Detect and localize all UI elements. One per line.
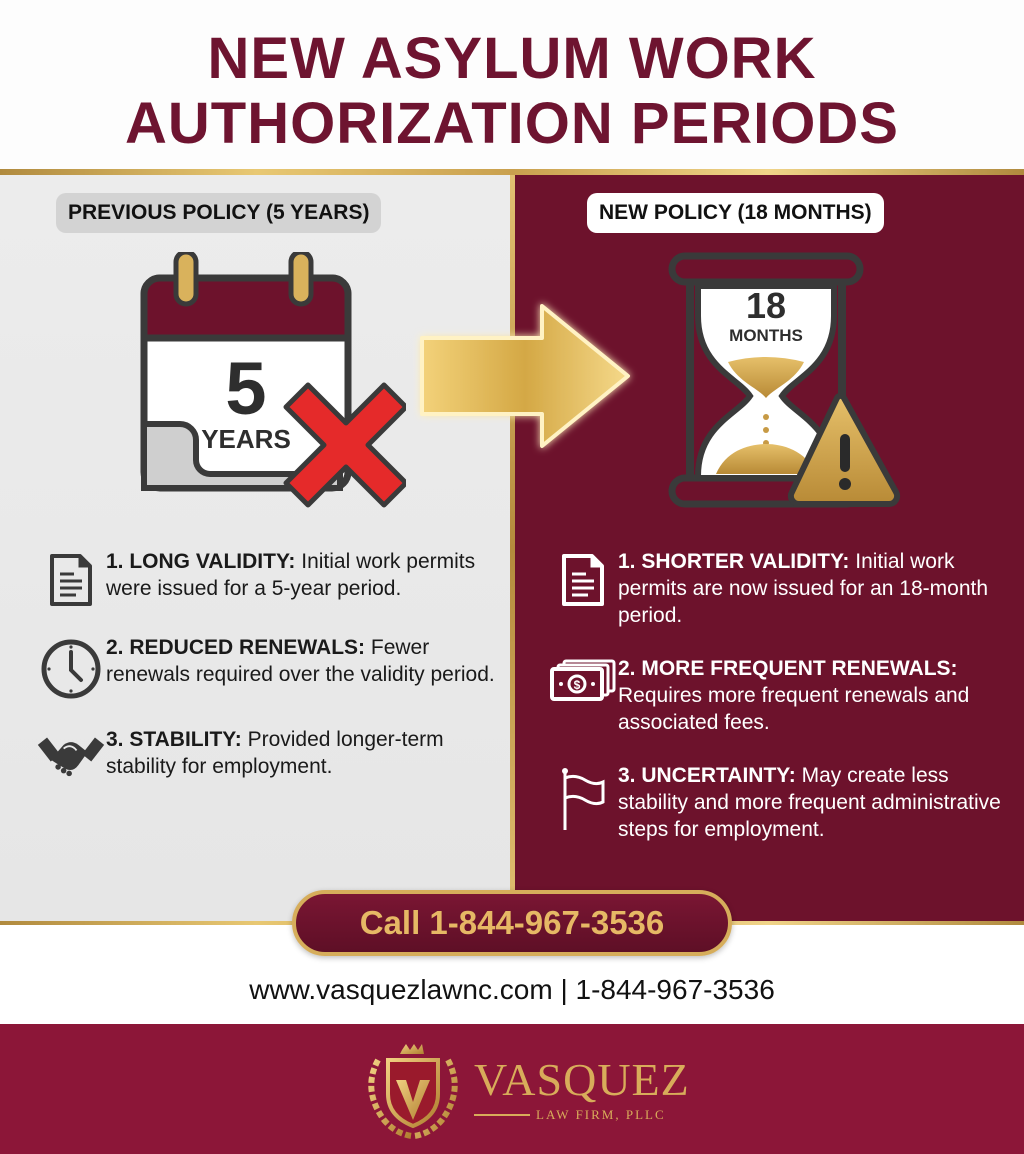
- list-item: [548, 548, 1018, 629]
- item-title: 2. REDUCED RENEWALS:: [106, 636, 366, 659]
- page-title-line-1: NEW ASYLUM WORK: [207, 26, 817, 91]
- firm-subtitle: LAW FIRM, PLLC: [536, 1107, 666, 1122]
- handshake-icon: [36, 730, 106, 780]
- item-title: 2. MORE FREQUENT RENEWALS:: [618, 657, 958, 680]
- new-policy-list: [548, 548, 1018, 869]
- money-icon: [550, 659, 616, 703]
- hourglass-icon: [668, 252, 908, 517]
- svg-text:YEARS: YEARS: [201, 424, 291, 454]
- item-title: 3. UNCERTAINTY:: [618, 764, 796, 787]
- crest-icon: [358, 1040, 468, 1140]
- document-icon: [560, 552, 606, 608]
- list-item: [36, 726, 506, 780]
- item-title: 1. LONG VALIDITY:: [106, 550, 296, 573]
- svg-text:5: 5: [225, 347, 267, 430]
- list-item: [548, 655, 1018, 736]
- page-title-line-2: AUTHORIZATION PERIODS: [125, 91, 899, 156]
- item-title: 1. SHORTER VALIDITY:: [618, 550, 850, 573]
- flag-icon: [559, 766, 607, 832]
- item-body: Initial work permits are now issued for an 18-month period.: [618, 550, 989, 627]
- list-item: [36, 634, 506, 700]
- svg-text:$: $: [573, 678, 581, 692]
- item-body: Fewer renewals required over the validity period.: [106, 636, 495, 686]
- new-policy-label: NEW POLICY (18 MONTHS): [587, 193, 884, 233]
- firm-logo: [358, 1040, 690, 1140]
- call-button[interactable]: [292, 890, 732, 956]
- item-body: May create less stability and more frequent administrative steps for employment.: [618, 764, 1001, 841]
- item-title: 3. STABILITY:: [106, 728, 242, 751]
- document-icon: [48, 552, 94, 608]
- item-body: Initial work permits were issued for a 5-year period.: [106, 550, 476, 600]
- firm-name: VASQUEZ: [474, 1054, 690, 1105]
- list-item: [36, 548, 506, 608]
- item-body: Requires more frequent renewals and associated fees.: [618, 684, 970, 734]
- list-item: [548, 762, 1018, 843]
- gold-arrow-right-icon: [412, 296, 642, 456]
- header: [0, 0, 1024, 170]
- calendar-icon: [136, 252, 406, 512]
- svg-text:MONTHS: MONTHS: [729, 326, 803, 345]
- previous-policy-list: [36, 548, 506, 806]
- svg-text:18: 18: [745, 285, 787, 326]
- previous-policy-label: PREVIOUS POLICY (5 YEARS): [56, 193, 381, 233]
- call-button-label: Call 1-844-967-3536: [359, 904, 665, 941]
- logo-rule: [474, 1114, 530, 1116]
- contact-line: www.vasquezlawnc.com | 1-844-967-3536: [249, 974, 775, 1005]
- item-body: Provided longer-term stability for employment.: [106, 728, 444, 778]
- clock-icon: [40, 638, 102, 700]
